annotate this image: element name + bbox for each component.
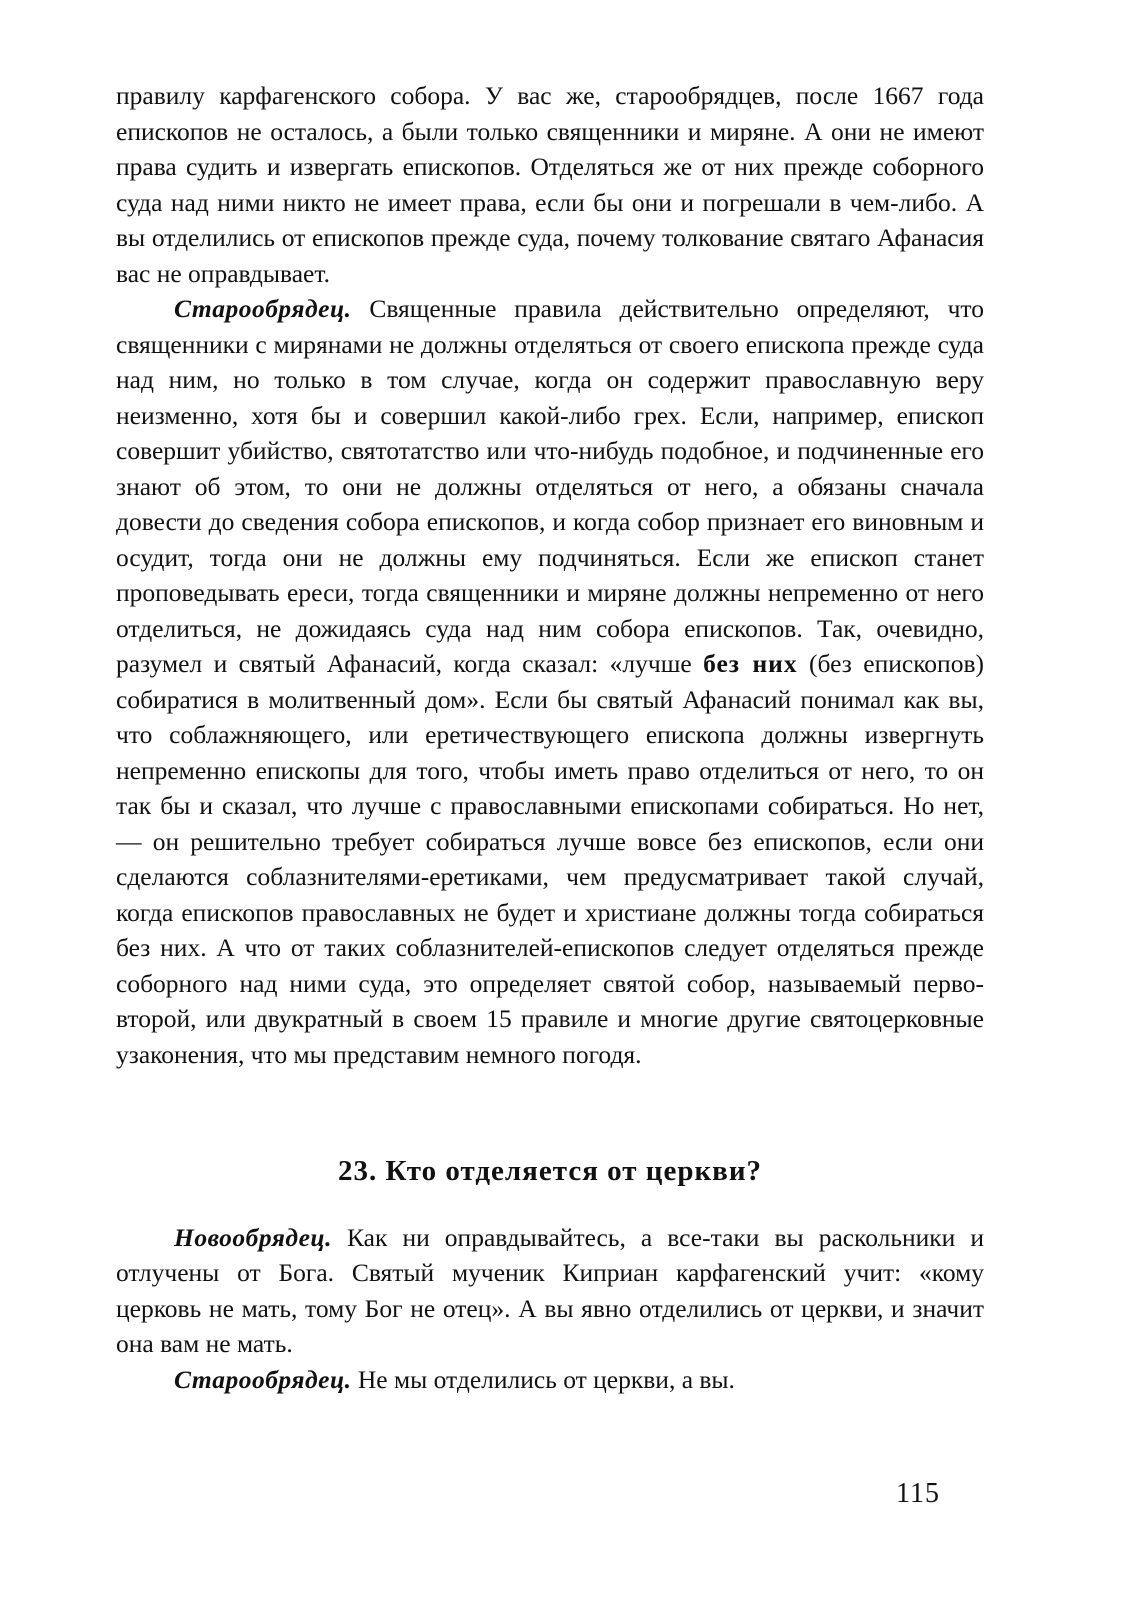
paragraph-newbeliever: [116, 1220, 984, 1362]
speaker-label: Новообрядец.: [174, 1222, 332, 1252]
speaker-label: Старообрядец.: [174, 294, 352, 323]
paragraph-text: Как ни оправдывайтесь, а все-таки вы раскольники и отлучены от Бога. Святый мученик Киприан карфагенский учит: «кому церковь не мать, тому Бог не отец». А вы явно отделились от церкви, и значит она вам не мать.: [116, 1222, 984, 1358]
paragraph-text: (без епископов) собиратися в молитвенный дом». Если бы святый Афанасий понимал как вы, что соблажняющего, или еретичествующего епископа должны извергнуть непременно епископы для того, чтобы иметь право отделиться от него, то он так бы и сказал, что лучше с православными епископами собираться. Но нет, — он решительно требует собираться лучше вовсе без епископов, если они сделаются соблазнителями-еретиками, чем предусматривает такой случай, когда епископов православных не будет и христиане должны тогда собираться без них. А что от таких соблазнителей-епископов следует отделяться прежде соборного над ними суда, это определяет святой собор, называемый перво-второй, или двукратный в своем 15 правиле и многие другие святоцерковные узаконения, что мы представим немного погодя.: [116, 649, 984, 1069]
paragraph-continuation: [116, 78, 984, 291]
page-number: 115: [896, 1478, 940, 1509]
paragraph-text: Не мы отделились от церкви, а вы.: [351, 1364, 735, 1394]
speaker-label: Старообрядец.: [174, 1364, 352, 1394]
paragraph-text: правилу карфагенского собора. У вас же, старообрядцев, после 1667 года епископов не осталось, а были только священники и миряне. А они не имеют права судить и извергать епископов. Отделяться же от них прежде соборного суда над ними никто не имеет права, если бы они и погрешали в чем-либо. А вы отделились от епископов прежде суда, почему толкование святаго Афанасия вас не оправдывает.: [116, 81, 984, 288]
emphasis-text: без них: [703, 649, 798, 678]
section-heading: 23. Кто отделяется от церкви?: [337, 1155, 763, 1187]
paragraph-oldbeliever-answer: [116, 1362, 984, 1398]
paragraph-text: Священные правила действительно определяют, что священники с мирянами не должны отделяться от своего епископа прежде суда над ним, но только в том случае, когда он содержит православную веру неизменно, хотя бы и совершил какой-либо грех. Если, например, епископ совершит убийство, святотатство или что-нибудь подобное, и подчиненные его знают об этом, то они не должны отделяться от него, а обязаны сначала довести до сведения собора епископов, и когда собор признает его виновным и осудит, тогда они не должны ему подчиняться. Если же епископ станет проповедывать ереси, тогда священники и миряне должны непременно от него отделиться, не дожидаясь суда над ним собора епископов. Так, очевидно, разумел и святый Афанасий, когда сказал: «лучше: [116, 294, 984, 678]
paragraph-oldbeliever-reply: [116, 291, 984, 1072]
document-page: [116, 78, 984, 1397]
